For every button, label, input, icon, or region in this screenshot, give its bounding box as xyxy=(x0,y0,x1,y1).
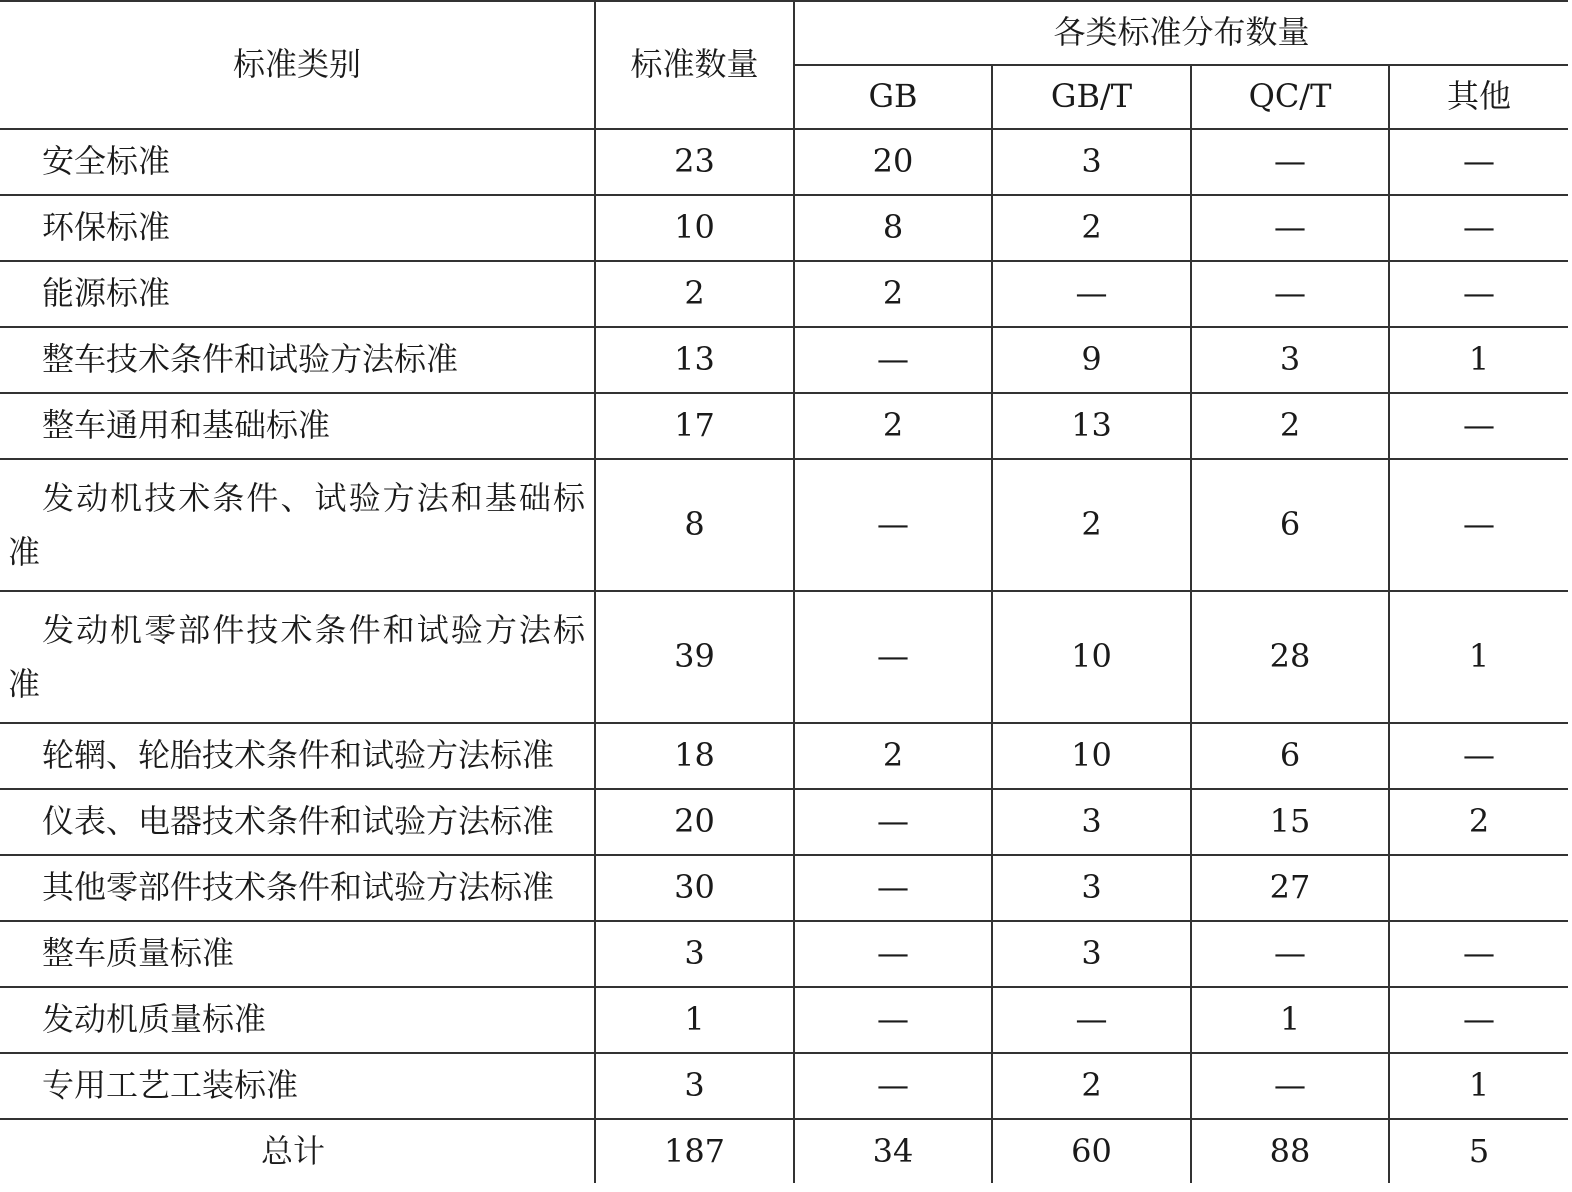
row-gb: — xyxy=(794,789,992,855)
row-gbt: 2 xyxy=(992,195,1191,261)
header-category: 标准类别 xyxy=(0,1,595,129)
row-category: 轮辋、轮胎技术条件和试验方法标准 xyxy=(0,723,595,789)
row-count: 30 xyxy=(595,855,794,921)
row-gb: — xyxy=(794,459,992,591)
row-category: 其他零部件技术条件和试验方法标准 xyxy=(0,855,595,921)
row-qct: 6 xyxy=(1191,459,1389,591)
row-category: 整车技术条件和试验方法标准 xyxy=(0,327,595,393)
header-gb: GB xyxy=(794,65,992,129)
total-count: 187 xyxy=(595,1119,794,1183)
row-count: 23 xyxy=(595,129,794,195)
row-other: 1 xyxy=(1389,591,1568,723)
table-row xyxy=(0,327,1568,393)
total-gbt: 60 xyxy=(992,1119,1191,1183)
row-count: 3 xyxy=(595,921,794,987)
row-gb: — xyxy=(794,855,992,921)
row-other: — xyxy=(1389,129,1568,195)
row-gbt: 10 xyxy=(992,723,1191,789)
row-count: 8 xyxy=(595,459,794,591)
row-count: 17 xyxy=(595,393,794,459)
header-distribution: 各类标准分布数量 xyxy=(794,1,1568,65)
row-category: 安全标准 xyxy=(0,129,595,195)
row-count: 3 xyxy=(595,1053,794,1119)
table-row xyxy=(0,591,1568,723)
row-category: 发动机质量标准 xyxy=(0,987,595,1053)
row-qct: 3 xyxy=(1191,327,1389,393)
row-gbt: 3 xyxy=(992,855,1191,921)
total-qct: 88 xyxy=(1191,1119,1389,1183)
row-gbt: 10 xyxy=(992,591,1191,723)
row-other: — xyxy=(1389,723,1568,789)
total-other: 5 xyxy=(1389,1119,1568,1183)
row-category: 仪表、电器技术条件和试验方法标准 xyxy=(0,789,595,855)
row-category: 能源标准 xyxy=(0,261,595,327)
row-count: 39 xyxy=(595,591,794,723)
row-category: 整车通用和基础标准 xyxy=(0,393,595,459)
row-count: 13 xyxy=(595,327,794,393)
row-other: — xyxy=(1389,195,1568,261)
row-gb: — xyxy=(794,987,992,1053)
row-gb: 2 xyxy=(794,723,992,789)
row-other: — xyxy=(1389,987,1568,1053)
row-category: 发动机技术条件、试验方法和基础标准 xyxy=(0,459,595,591)
row-qct: — xyxy=(1191,261,1389,327)
row-other: 2 xyxy=(1389,789,1568,855)
row-category: 整车质量标准 xyxy=(0,921,595,987)
total-row xyxy=(0,1119,1568,1183)
table-row xyxy=(0,261,1568,327)
row-gbt: 3 xyxy=(992,921,1191,987)
table-row xyxy=(0,393,1568,459)
row-gbt: 3 xyxy=(992,129,1191,195)
row-qct: — xyxy=(1191,195,1389,261)
row-category: 专用工艺工装标准 xyxy=(0,1053,595,1119)
row-gbt: 2 xyxy=(992,459,1191,591)
row-other: — xyxy=(1389,393,1568,459)
row-qct: — xyxy=(1191,921,1389,987)
row-other: — xyxy=(1389,921,1568,987)
header-gbt: GB/T xyxy=(992,65,1191,129)
row-qct: 27 xyxy=(1191,855,1389,921)
row-gb: 2 xyxy=(794,393,992,459)
row-qct: — xyxy=(1191,129,1389,195)
row-other xyxy=(1389,855,1568,921)
total-gb: 34 xyxy=(794,1119,992,1183)
row-category: 发动机零部件技术条件和试验方法标准 xyxy=(0,591,595,723)
row-gb: 20 xyxy=(794,129,992,195)
row-count: 20 xyxy=(595,789,794,855)
row-gb: — xyxy=(794,327,992,393)
header-qct: QC/T xyxy=(1191,65,1389,129)
row-category: 环保标准 xyxy=(0,195,595,261)
table-row xyxy=(0,129,1568,195)
row-gbt: 13 xyxy=(992,393,1191,459)
row-gb: — xyxy=(794,591,992,723)
table-row xyxy=(0,789,1568,855)
row-gb: — xyxy=(794,1053,992,1119)
row-qct: 15 xyxy=(1191,789,1389,855)
total-label: 总计 xyxy=(0,1119,595,1183)
header-count: 标准数量 xyxy=(595,1,794,129)
row-other: — xyxy=(1389,261,1568,327)
row-count: 10 xyxy=(595,195,794,261)
row-gb: 2 xyxy=(794,261,992,327)
row-count: 2 xyxy=(595,261,794,327)
table-row xyxy=(0,459,1568,591)
table-row xyxy=(0,921,1568,987)
row-other: 1 xyxy=(1389,1053,1568,1119)
row-qct: 2 xyxy=(1191,393,1389,459)
row-gbt: 9 xyxy=(992,327,1191,393)
table-row xyxy=(0,1053,1568,1119)
header-other: 其他 xyxy=(1389,65,1568,129)
table-row xyxy=(0,195,1568,261)
row-qct: 1 xyxy=(1191,987,1389,1053)
row-qct: — xyxy=(1191,1053,1389,1119)
row-gb: — xyxy=(794,921,992,987)
row-count: 1 xyxy=(595,987,794,1053)
table-row xyxy=(0,855,1568,921)
table-row xyxy=(0,987,1568,1053)
row-gbt: 3 xyxy=(992,789,1191,855)
row-other: — xyxy=(1389,459,1568,591)
row-gbt: 2 xyxy=(992,1053,1191,1119)
row-count: 18 xyxy=(595,723,794,789)
row-qct: 6 xyxy=(1191,723,1389,789)
row-other: 1 xyxy=(1389,327,1568,393)
row-gbt: — xyxy=(992,987,1191,1053)
row-qct: 28 xyxy=(1191,591,1389,723)
row-gbt: — xyxy=(992,261,1191,327)
table-row xyxy=(0,723,1568,789)
row-gb: 8 xyxy=(794,195,992,261)
